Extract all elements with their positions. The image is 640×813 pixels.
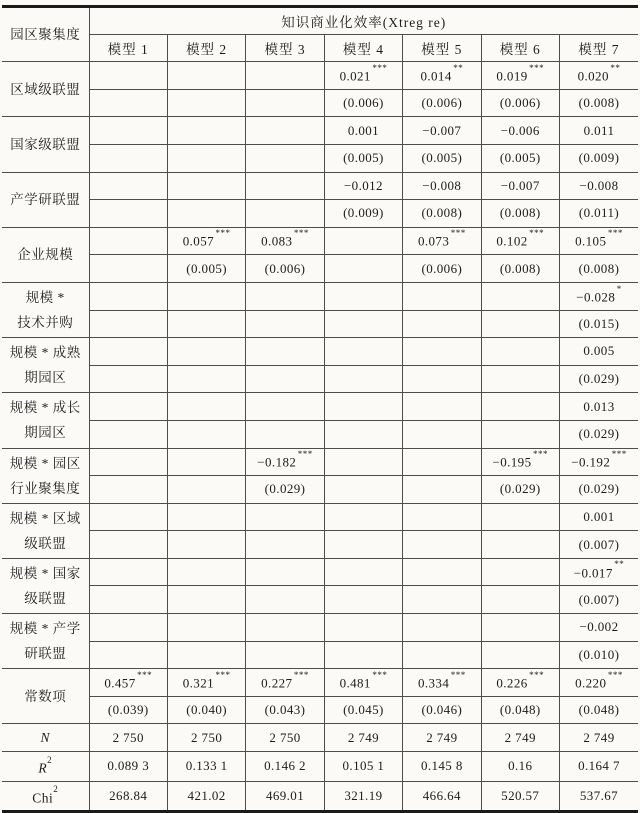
coef-row [2, 448, 638, 476]
stat-value: 2 749 [559, 724, 638, 752]
stat-value: 0.089 3 [89, 752, 167, 782]
coef-cell: −0.182*** [246, 448, 324, 476]
se-cell: (0.029) [559, 365, 638, 393]
coef-cell [403, 614, 481, 642]
se-cell [324, 310, 402, 338]
coef-cell [324, 558, 402, 586]
se-cell [89, 200, 167, 228]
header-row-models [2, 34, 638, 62]
coef-cell: 0.083*** [246, 227, 324, 255]
corner-header: 园区聚集度 [2, 7, 89, 62]
se-cell: (0.029) [559, 476, 638, 504]
coef-cell [167, 448, 245, 476]
se-cell: (0.011) [559, 200, 638, 228]
coef-cell [89, 117, 167, 145]
coef-cell [324, 503, 402, 531]
se-cell: (0.029) [481, 476, 559, 504]
coef-cell: 0.001 [324, 117, 402, 145]
significance-stars: *** [297, 449, 313, 460]
model-header-3: 模型 3 [246, 34, 324, 62]
coef-cell [246, 62, 324, 90]
coef-row [2, 558, 638, 586]
se-cell: (0.046) [403, 696, 481, 724]
coef-cell: 0.481*** [324, 669, 402, 697]
coef-cell: 0.005 [559, 338, 638, 366]
significance-stars: *** [450, 669, 466, 680]
coef-cell: −0.012 [324, 172, 402, 200]
se-cell [324, 255, 402, 283]
se-cell: (0.006) [246, 255, 324, 283]
se-cell: (0.048) [559, 696, 638, 724]
coef-cell: 0.013 [559, 393, 638, 421]
se-cell [89, 144, 167, 172]
coef-cell [89, 503, 167, 531]
stat-value: 268.84 [89, 781, 167, 812]
significance-stars: *** [611, 449, 627, 460]
se-cell [89, 89, 167, 117]
coef-cell [167, 282, 245, 310]
coef-cell [89, 558, 167, 586]
se-cell [481, 310, 559, 338]
se-cell [89, 255, 167, 283]
se-cell: (0.008) [559, 89, 638, 117]
se-row [2, 586, 638, 614]
stat-row [2, 724, 638, 752]
coef-cell [403, 448, 481, 476]
stat-row [2, 752, 638, 782]
coef-row [2, 393, 638, 421]
se-cell [246, 310, 324, 338]
se-cell [324, 476, 402, 504]
significance-stars: *** [529, 228, 545, 239]
coef-cell: 0.011 [559, 117, 638, 145]
coef-cell [246, 614, 324, 642]
coef-cell [167, 558, 245, 586]
stat-value: 0.164 7 [559, 752, 638, 782]
significance-stars: *** [529, 62, 545, 73]
se-cell: (0.006) [481, 89, 559, 117]
coef-cell [246, 558, 324, 586]
coef-cell [481, 614, 559, 642]
se-cell [324, 420, 402, 448]
row-label: 规模 * 国家 级联盟 [2, 558, 89, 613]
coef-cell: −0.195*** [481, 448, 559, 476]
se-row [2, 89, 638, 117]
coef-cell [246, 393, 324, 421]
se-cell [167, 310, 245, 338]
se-row [2, 255, 638, 283]
se-cell [167, 200, 245, 228]
significance-stars: *** [137, 669, 153, 680]
coef-cell [246, 338, 324, 366]
se-cell [167, 420, 245, 448]
se-cell: (0.006) [324, 89, 402, 117]
se-cell [167, 476, 245, 504]
se-cell: (0.009) [324, 200, 402, 228]
se-cell [403, 420, 481, 448]
row-label: 产学研联盟 [2, 172, 89, 227]
se-cell [89, 310, 167, 338]
coef-cell: 0.014** [403, 62, 481, 90]
coef-cell [167, 503, 245, 531]
significance-stars: *** [529, 669, 545, 680]
se-cell: (0.008) [559, 255, 638, 283]
se-cell [89, 531, 167, 559]
coef-cell: −0.028* [559, 282, 638, 310]
stat-value: 469.01 [246, 781, 324, 812]
coef-row [2, 503, 638, 531]
row-label: 规模 * 区域 级联盟 [2, 503, 89, 558]
significance-stars: ** [610, 62, 621, 73]
se-cell [481, 420, 559, 448]
se-row [2, 365, 638, 393]
coef-cell: −0.007 [403, 117, 481, 145]
se-cell [324, 365, 402, 393]
stat-value: 466.64 [403, 781, 481, 812]
se-row [2, 420, 638, 448]
se-row [2, 310, 638, 338]
se-cell [403, 641, 481, 669]
significance-stars: *** [532, 449, 548, 460]
coef-cell [403, 282, 481, 310]
se-cell: (0.005) [167, 255, 245, 283]
significance-stars: *** [372, 669, 388, 680]
coef-cell: 0.220*** [559, 669, 638, 697]
coef-cell: 0.021*** [324, 62, 402, 90]
se-cell [246, 641, 324, 669]
coef-cell [481, 393, 559, 421]
stat-value: 2 749 [481, 724, 559, 752]
se-cell: (0.029) [559, 420, 638, 448]
stat-label: N [2, 724, 89, 752]
coef-cell: 0.019*** [481, 62, 559, 90]
row-label: 国家级联盟 [2, 117, 89, 172]
significance-stars: *** [607, 228, 623, 239]
se-cell [167, 531, 245, 559]
se-cell [481, 586, 559, 614]
se-cell [403, 586, 481, 614]
se-cell [167, 586, 245, 614]
coef-cell [89, 282, 167, 310]
coef-cell: −0.008 [403, 172, 481, 200]
coef-cell: 0.073*** [403, 227, 481, 255]
coef-cell [481, 503, 559, 531]
coef-cell [481, 282, 559, 310]
significance-stars: *** [607, 669, 623, 680]
coef-cell: 0.057*** [167, 227, 245, 255]
se-row [2, 144, 638, 172]
se-row [2, 641, 638, 669]
coef-row [2, 117, 638, 145]
model-header-2: 模型 2 [167, 34, 245, 62]
coef-cell [324, 448, 402, 476]
row-label: 规模 * 园区 行业聚集度 [2, 448, 89, 503]
coef-cell [89, 448, 167, 476]
model-header-7: 模型 7 [559, 34, 638, 62]
significance-stars: * [616, 283, 622, 294]
se-cell: (0.005) [403, 144, 481, 172]
coef-cell: −0.192*** [559, 448, 638, 476]
significance-stars: *** [215, 669, 231, 680]
se-cell [246, 144, 324, 172]
se-cell [246, 365, 324, 393]
se-cell [403, 365, 481, 393]
se-cell [403, 310, 481, 338]
row-label: 规模 * 成长 期园区 [2, 393, 89, 448]
se-cell [89, 586, 167, 614]
stat-value: 520.57 [481, 781, 559, 812]
se-cell [246, 420, 324, 448]
se-cell [481, 531, 559, 559]
coef-cell: 0.457*** [89, 669, 167, 697]
row-label: 区域级联盟 [2, 62, 89, 117]
coef-cell [246, 172, 324, 200]
row-label: 常数项 [2, 669, 89, 724]
se-cell [167, 144, 245, 172]
coef-cell: −0.017** [559, 558, 638, 586]
stat-label: $R^2$ [2, 752, 89, 782]
significance-stars: *** [215, 228, 231, 239]
coef-row [2, 227, 638, 255]
coef-cell: 0.334*** [403, 669, 481, 697]
coef-cell [324, 393, 402, 421]
coef-cell [167, 62, 245, 90]
se-cell [167, 89, 245, 117]
coef-cell: 0.226*** [481, 669, 559, 697]
coef-cell [324, 227, 402, 255]
se-row [2, 696, 638, 724]
regression-table [2, 5, 638, 813]
coef-cell: 0.105*** [559, 227, 638, 255]
coef-cell: 0.020** [559, 62, 638, 90]
coef-cell [246, 503, 324, 531]
coef-row [2, 669, 638, 697]
coef-cell [167, 393, 245, 421]
coef-row [2, 62, 638, 90]
coef-row [2, 282, 638, 310]
stat-value: 2 749 [403, 724, 481, 752]
model-header-5: 模型 5 [403, 34, 481, 62]
se-cell: (0.009) [559, 144, 638, 172]
coef-cell [403, 338, 481, 366]
se-cell: (0.048) [481, 696, 559, 724]
stat-value: 2 750 [167, 724, 245, 752]
significance-stars: *** [293, 669, 309, 680]
coef-cell [403, 393, 481, 421]
significance-stars: *** [372, 62, 388, 73]
coef-cell [481, 338, 559, 366]
se-cell: (0.015) [559, 310, 638, 338]
coef-cell [324, 614, 402, 642]
stat-value: 421.02 [167, 781, 245, 812]
coef-cell [167, 117, 245, 145]
coef-cell [167, 172, 245, 200]
se-cell [403, 531, 481, 559]
significance-stars: ** [453, 62, 464, 73]
significance-stars: ** [614, 559, 625, 570]
coef-cell [167, 338, 245, 366]
se-cell [481, 641, 559, 669]
row-label: 规模 * 技术并购 [2, 282, 89, 337]
se-cell [246, 531, 324, 559]
se-cell: (0.043) [246, 696, 324, 724]
row-label: 企业规模 [2, 227, 89, 282]
coef-cell: −0.002 [559, 614, 638, 642]
row-label: 规模 * 产学 研联盟 [2, 614, 89, 669]
stat-row [2, 781, 638, 812]
coef-cell [246, 282, 324, 310]
coef-cell: 0.001 [559, 503, 638, 531]
row-label: 规模 * 成熟 期园区 [2, 338, 89, 393]
se-cell: (0.007) [559, 586, 638, 614]
se-row [2, 476, 638, 504]
stat-value: 537.67 [559, 781, 638, 812]
stat-value: 2 749 [324, 724, 402, 752]
stat-value: 0.133 1 [167, 752, 245, 782]
coef-cell: −0.006 [481, 117, 559, 145]
se-cell: (0.008) [403, 200, 481, 228]
se-cell [246, 200, 324, 228]
coef-cell [324, 338, 402, 366]
coef-cell [89, 338, 167, 366]
coef-cell: −0.007 [481, 172, 559, 200]
se-cell: (0.039) [89, 696, 167, 724]
se-cell: (0.040) [167, 696, 245, 724]
coef-cell [481, 558, 559, 586]
se-row [2, 200, 638, 228]
coef-cell [403, 558, 481, 586]
stat-value: 0.146 2 [246, 752, 324, 782]
se-cell [89, 420, 167, 448]
se-cell: (0.006) [403, 89, 481, 117]
se-cell: (0.008) [481, 255, 559, 283]
span-header: 知识商业化效率(Xtreg re) [89, 7, 638, 35]
coef-cell: 0.321*** [167, 669, 245, 697]
stat-label-superscript: 2 [47, 754, 53, 765]
se-cell [324, 531, 402, 559]
se-cell [246, 586, 324, 614]
se-cell [324, 586, 402, 614]
model-header-1: 模型 1 [89, 34, 167, 62]
se-cell: (0.005) [324, 144, 402, 172]
se-row [2, 531, 638, 559]
coef-cell [89, 172, 167, 200]
model-header-6: 模型 6 [481, 34, 559, 62]
se-cell [246, 89, 324, 117]
header-row-span [2, 7, 638, 35]
stat-value: 0.145 8 [403, 752, 481, 782]
se-cell [167, 365, 245, 393]
coef-cell [89, 614, 167, 642]
coef-cell [89, 62, 167, 90]
coef-cell [89, 393, 167, 421]
coef-cell [89, 227, 167, 255]
coef-cell: 0.227*** [246, 669, 324, 697]
coef-row [2, 338, 638, 366]
stat-value: 0.105 1 [324, 752, 402, 782]
se-cell: (0.045) [324, 696, 402, 724]
se-cell: (0.008) [481, 200, 559, 228]
coef-cell [324, 282, 402, 310]
se-cell [89, 641, 167, 669]
se-cell [89, 476, 167, 504]
se-cell [403, 476, 481, 504]
se-cell [89, 365, 167, 393]
coef-row [2, 172, 638, 200]
se-cell: (0.006) [403, 255, 481, 283]
stat-value: 2 750 [246, 724, 324, 752]
se-cell [324, 641, 402, 669]
coef-row [2, 614, 638, 642]
se-cell [167, 641, 245, 669]
coef-cell: −0.008 [559, 172, 638, 200]
stat-value: 0.16 [481, 752, 559, 782]
coef-cell [246, 117, 324, 145]
se-cell: (0.005) [481, 144, 559, 172]
coef-cell [403, 503, 481, 531]
stat-value: 2 750 [89, 724, 167, 752]
se-cell: (0.029) [246, 476, 324, 504]
significance-stars: *** [450, 228, 466, 239]
coef-cell [167, 614, 245, 642]
coef-cell: 0.102*** [481, 227, 559, 255]
significance-stars: *** [293, 228, 309, 239]
stat-value: 321.19 [324, 781, 402, 812]
model-header-4: 模型 4 [324, 34, 402, 62]
se-cell [481, 365, 559, 393]
se-cell: (0.010) [559, 641, 638, 669]
se-cell: (0.007) [559, 531, 638, 559]
stat-label: Chi$^2$ [2, 781, 89, 812]
stat-label-superscript: 2 [53, 784, 59, 795]
